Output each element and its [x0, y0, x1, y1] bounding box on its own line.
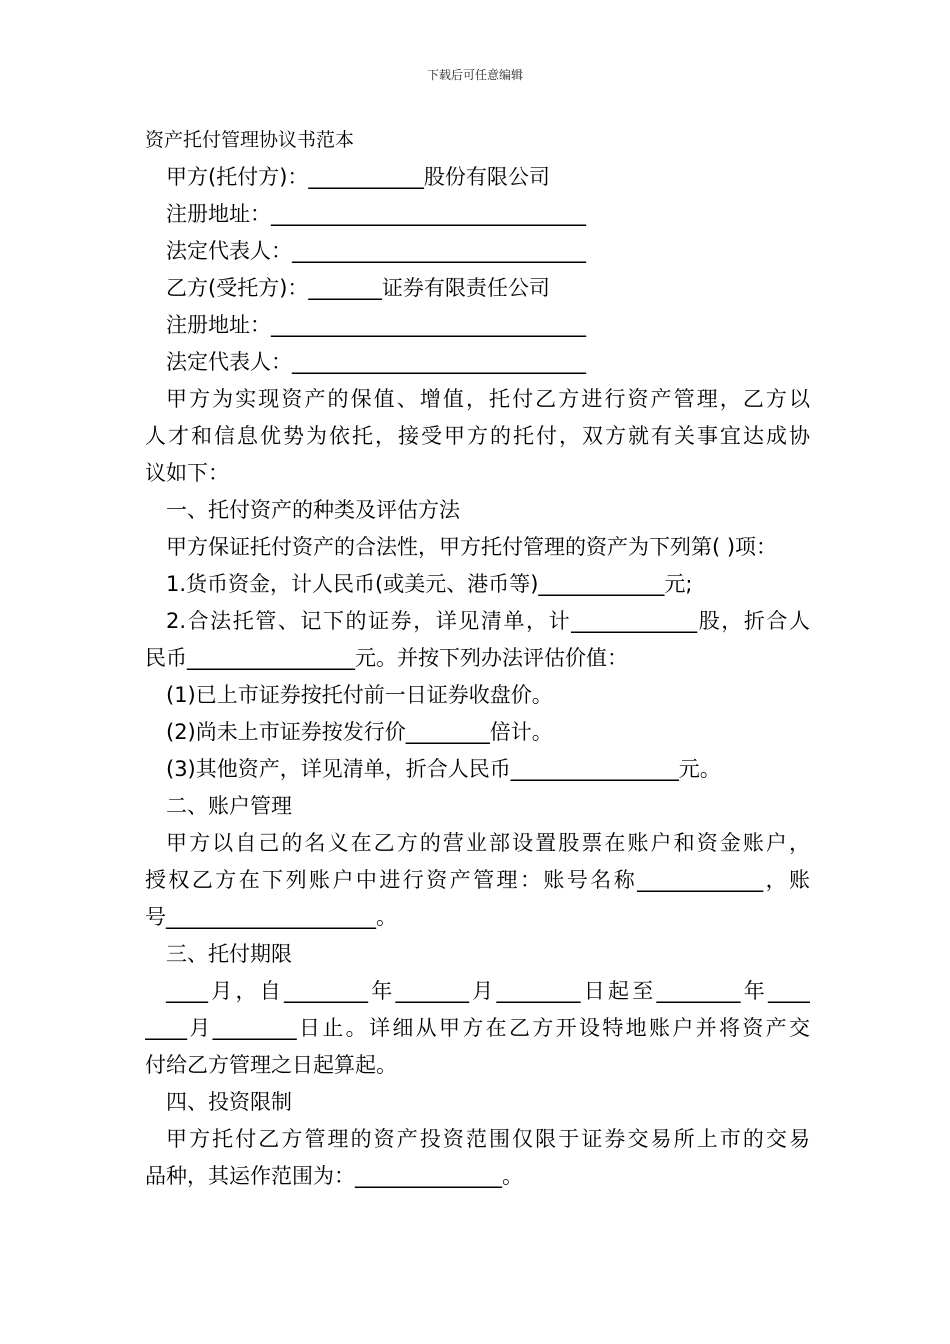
text-line: 二、账户管理 [166, 794, 292, 818]
document-body [145, 122, 810, 1195]
text-line: 号____________________。 [145, 905, 397, 929]
text-line: 法定代表人：____________________________ [166, 239, 586, 263]
text-line: 1.货币资金，计人民币(或美元、港币等)____________元; [166, 572, 693, 596]
text-line: 2.合法托管、记下的证券，详见清单，计____________股，折合人 [166, 609, 810, 633]
text-line: 一、托付资产的种类及评估方法 [166, 498, 460, 522]
text-line: (3)其他资产，详见清单，折合人民币________________元。 [166, 757, 721, 781]
text-line: (2)尚未上市证券按发行价________倍计。 [166, 720, 553, 744]
text-line: 民币________________元。并按下列办法评估价值： [145, 646, 628, 670]
text-line: 甲方为实现资产的保值、增值，托付乙方进行资产管理，乙方以 [166, 387, 810, 411]
text-line: 甲方保证托付资产的合法性，甲方托付管理的资产为下列第( )项： [166, 535, 778, 559]
text-line: 注册地址：______________________________ [166, 202, 586, 226]
text-line: 甲方(托付方)：___________股份有限公司 [166, 165, 550, 189]
text-line: ____月，自________年_______月________日起至________年____ [166, 979, 810, 1003]
text-line: 人才和信息优势为依托，接受甲方的托付，双方就有关事宜达成协 [145, 424, 810, 448]
text-line: ____月________日止。详细从甲方在乙方开设特地账户并将资产交 [145, 1016, 810, 1040]
page-header: 下载后可任意编辑 [426, 68, 523, 82]
text-line: 品种，其运作范围为：______________。 [145, 1164, 523, 1188]
text-line: 甲方托付乙方管理的资产投资范围仅限于证券交易所上市的交易 [166, 1127, 810, 1151]
document-title: 资产托付管理协议书范本 [145, 129, 355, 151]
text-line: 付给乙方管理之日起算起。 [145, 1053, 397, 1077]
text-line: 三、托付期限 [166, 942, 292, 966]
text-line: 法定代表人：____________________________ [166, 350, 586, 374]
text-line: 四、投资限制 [166, 1090, 292, 1114]
text-line: 乙方(受托方)：_______证券有限责任公司 [166, 276, 550, 300]
text-line: (1)已上市证券按托付前一日证券收盘价。 [166, 683, 553, 707]
text-line: 议如下： [145, 461, 229, 485]
text-line: 甲方以自己的名义在乙方的营业部设置股票在账户和资金账户， [166, 831, 810, 855]
text-line: 注册地址：______________________________ [166, 313, 586, 337]
text-line: 授权乙方在下列账户中进行资产管理：账号名称____________，账 [145, 868, 810, 892]
